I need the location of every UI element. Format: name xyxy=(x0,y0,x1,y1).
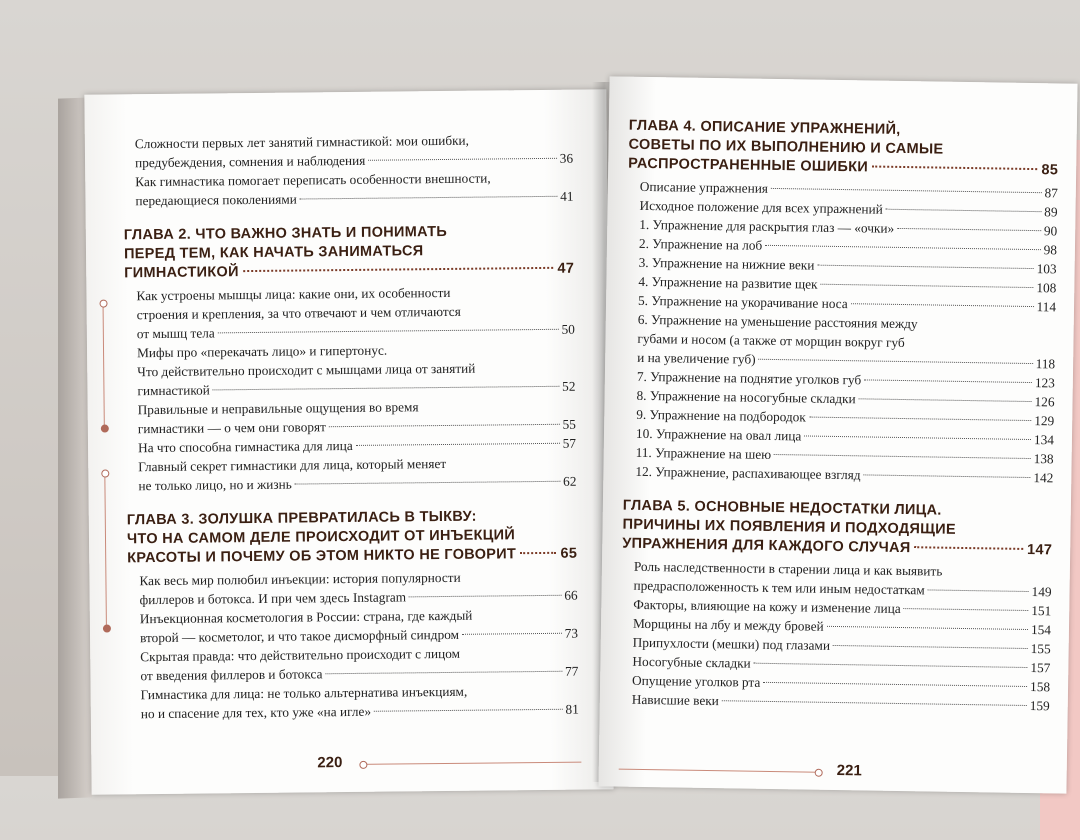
dot-leader xyxy=(295,481,560,485)
dot-leader xyxy=(904,608,1029,611)
chapter-page-number: 65 xyxy=(560,545,578,562)
toc-entry-text: 11. Упражнение на шею xyxy=(635,444,772,462)
dot-leader xyxy=(864,474,1031,478)
toc-entry-text: гимнастикой xyxy=(137,382,210,399)
toc-entry-text: Описание упражнения xyxy=(639,178,769,196)
chapter-title-line: ПЕРЕД ТЕМ, КАК НАЧАТЬ ЗАНИМАТЬСЯ xyxy=(123,243,424,263)
chapter-title-line: ГЛАВА 2. ЧТО ВАЖНО ЗНАТЬ И ПОНИМАТЬ xyxy=(123,223,448,244)
toc-entry xyxy=(139,567,577,610)
dot-leader xyxy=(817,265,1033,269)
toc-entry-text: второй — косметолог, и что такое дисморфный синдром xyxy=(139,626,460,646)
toc-entry xyxy=(138,396,576,439)
decor-line xyxy=(361,762,581,765)
chapter-title-line: УПРАЖНЕНИЯ ДЛЯ КАЖДОГО СЛУЧАЯ xyxy=(622,535,911,557)
toc-entry xyxy=(637,310,1056,374)
decor-line xyxy=(103,305,105,425)
chapter-title-line: РАСПРОСТРАНЕННЫЕ ОШИБКИ xyxy=(628,155,869,176)
toc-entry-text: 7. Упражнение на поднятие уголков губ xyxy=(636,368,862,388)
toc-entry xyxy=(137,339,576,401)
toc-entry xyxy=(140,605,578,648)
toc-page-number: 149 xyxy=(1031,584,1052,600)
toc-entry-text: Факторы, влияющие на кожу и изменение лица xyxy=(633,596,901,617)
dot-leader xyxy=(356,443,560,446)
toc-entry-text: Нависшие веки xyxy=(631,691,719,709)
dot-leader xyxy=(915,546,1024,550)
right-page xyxy=(598,76,1077,793)
toc-entry-text: 2. Упражнение на лоб xyxy=(638,235,763,253)
chapter-title-row xyxy=(124,260,574,284)
toc-entry-text: Скрытая правда: что действительно происходит с лицом xyxy=(140,645,461,665)
chapter-page-number: 147 xyxy=(1026,541,1053,559)
toc-page-number: 134 xyxy=(1033,432,1055,448)
toc-entry-text: 12. Упражнение, распахивающее взгляд xyxy=(635,463,861,483)
chapter-title xyxy=(127,507,578,569)
chapter-title-line: КРАСОТЫ И ПОЧЕМУ ОБ ЭТОМ НИКТО НЕ ГОВОРИТ xyxy=(127,546,517,567)
chapter-title-row xyxy=(127,545,577,569)
toc-page-number: 62 xyxy=(563,473,577,489)
toc-entry-text: 9. Упражнение на подбородок xyxy=(636,406,806,425)
dot-leader xyxy=(851,303,1034,307)
left-page xyxy=(84,89,613,794)
dot-leader xyxy=(763,682,1027,687)
toc-entry xyxy=(141,681,579,724)
toc-entry-text: Мифы про «перекачать лицо» и гипертонус. xyxy=(136,342,388,361)
dot-leader xyxy=(886,209,1041,212)
toc-page-number: 103 xyxy=(1036,261,1057,277)
toc-entry-text: 6. Упражнение на уменьшение расстояния между xyxy=(637,311,918,332)
dot-leader xyxy=(804,435,1031,440)
toc-entry-text: Правильные и неправильные ощущения во время xyxy=(137,399,419,418)
dot-leader xyxy=(864,379,1032,383)
toc-page-number: 98 xyxy=(1043,242,1058,258)
toc-entry-text: Носогубные складки xyxy=(632,653,751,671)
dot-leader xyxy=(213,386,559,391)
decor-dot xyxy=(359,761,367,769)
dot-leader xyxy=(329,424,560,427)
right-toc xyxy=(620,117,1059,716)
toc-page-number: 55 xyxy=(562,416,576,432)
dot-leader xyxy=(218,329,559,334)
toc-entry xyxy=(135,168,573,211)
toc-page-number: 129 xyxy=(1034,413,1055,429)
toc-entry-text: Опущение уголков рта xyxy=(632,672,761,690)
chapter-title-line: ГИМНАСТИКОЙ xyxy=(124,264,239,282)
dot-leader xyxy=(409,595,561,598)
toc-entry-text: 8. Упражнение на носогубные складки xyxy=(636,387,856,407)
toc-entry xyxy=(138,453,576,496)
toc-page-number: 36 xyxy=(559,150,574,166)
dot-leader xyxy=(821,284,1034,288)
toc-page-number: 50 xyxy=(561,321,575,337)
toc-entry-text: передающиеся поколениями xyxy=(135,191,297,209)
toc-page-number: 157 xyxy=(1030,660,1051,676)
toc-page-number: 57 xyxy=(562,435,577,451)
chapter-title-line: СОВЕТЫ ПО ИХ ВЫПОЛНЕНИЮ И САМЫЕ xyxy=(628,136,944,158)
toc-page-number: 41 xyxy=(560,188,574,204)
toc-entry-text: Что действительно происходит с мышцами лица от занятий xyxy=(137,360,476,380)
dot-leader xyxy=(325,671,562,674)
dot-leader xyxy=(722,700,1027,706)
toc-page-number: 90 xyxy=(1043,223,1058,239)
dot-leader xyxy=(928,589,1029,592)
toc-entry-text: Морщины на лбу и между бровей xyxy=(632,615,824,634)
toc-page-number: 87 xyxy=(1044,185,1058,201)
decor-line xyxy=(104,475,107,625)
decor-dot xyxy=(99,300,107,308)
toc-entry-text: Как гимнастика помогает переписать особенности внешности, xyxy=(135,170,491,190)
chapter-title-line: ГЛАВА 5. ОСНОВНЫЕ НЕДОСТАТКИ ЛИЦА. xyxy=(622,497,942,519)
toc-entry-text: Исходное положение для всех упражнений xyxy=(639,197,883,217)
toc-entry-text: Гимнастика для лица: не только альтернатива инъекциям, xyxy=(140,683,468,703)
toc-entry-text: гимнастики — о чем они говорят xyxy=(137,419,326,437)
dot-leader xyxy=(833,645,1028,649)
toc-entry-text: Главный секрет гимнастики для лица, который меняет xyxy=(138,455,447,475)
left-toc xyxy=(123,130,579,724)
dot-leader xyxy=(754,663,1028,668)
toc-entry xyxy=(140,643,578,686)
chapter-title xyxy=(622,497,1053,561)
toc-page-number: 142 xyxy=(1033,470,1054,486)
toc-entry-text: На что способна гимнастика для лица xyxy=(137,437,353,456)
toc-page-number: 155 xyxy=(1030,641,1051,657)
page-number: 221 xyxy=(836,762,862,780)
dot-leader xyxy=(809,417,1031,421)
dot-leader xyxy=(765,245,1040,250)
chapter-page-number: 47 xyxy=(557,260,575,277)
dot-leader xyxy=(374,709,562,712)
toc-entry xyxy=(633,557,1052,602)
toc-entry-row xyxy=(135,187,573,211)
page-number: 220 xyxy=(317,754,343,772)
toc-page-number: 154 xyxy=(1030,622,1052,638)
toc-entry-text: 1. Упражнение для раскрытия глаз — «очки» xyxy=(639,216,895,236)
toc-page-number: 73 xyxy=(564,625,579,641)
toc-page-number: 52 xyxy=(562,378,576,394)
toc-entry-text: и на увеличение губ) xyxy=(637,349,756,367)
chapter-title-line: ГЛАВА 4. ОПИСАНИЕ УПРАЖНЕНИЙ, xyxy=(628,117,901,138)
toc-entry-text: филлеров и ботокса. И при чем здесь Instagram xyxy=(139,589,407,608)
toc-entry-text: 10. Упражнение на овал лица xyxy=(635,425,802,444)
toc-page-number: 151 xyxy=(1031,603,1052,619)
toc-entry-text: 3. Упражнение на нижние веки xyxy=(638,254,815,273)
toc-page-number: 158 xyxy=(1030,679,1051,695)
toc-entry xyxy=(135,130,573,173)
toc-entry-text: 5. Упражнение на укорачивание носа xyxy=(637,292,848,312)
toc-page-number: 123 xyxy=(1034,375,1055,391)
toc-page-number: 77 xyxy=(565,663,579,679)
dot-leader xyxy=(774,454,1031,459)
decor-dot xyxy=(103,625,111,633)
toc-entry-row xyxy=(138,472,576,496)
dot-leader xyxy=(827,626,1028,630)
toc-page-number: 114 xyxy=(1036,299,1057,315)
toc-entry-text: Инъекционная косметология в России: страна, где каждый xyxy=(139,607,473,627)
toc-entry-text: Как устроены мышцы лица: какие они, их особенности xyxy=(136,284,451,304)
toc-entry-text: 4. Упражнение на развитие щек xyxy=(638,273,818,292)
decor-dot xyxy=(101,425,109,433)
toc-entry-text: от мышц тела xyxy=(136,325,215,342)
toc-page-number: 66 xyxy=(564,587,578,603)
toc-entry-text: от введения филлеров и ботокса xyxy=(140,666,323,684)
dot-leader xyxy=(368,158,556,161)
chapter-title xyxy=(124,222,575,284)
toc-page-number: 89 xyxy=(1044,204,1058,220)
chapter-page-number: 85 xyxy=(1041,162,1059,179)
toc-entry-text: Припухлости (мешки) под глазами xyxy=(632,634,831,653)
toc-page-number: 138 xyxy=(1033,451,1054,467)
chapter-title-line: ГЛАВА 3. ЗОЛУШКА ПРЕВРАТИЛАСЬ В ТЫКВУ: xyxy=(126,508,477,529)
decor-dot xyxy=(101,470,109,478)
toc-entry-text: но и спасение для тех, кто уже «на игле» xyxy=(140,703,372,722)
toc-entry-text: губами и носом (а также от морщин вокруг губ xyxy=(637,330,905,351)
toc-entry-text: предрасположенность к тем или иным недостаткам xyxy=(633,577,925,598)
toc-page-number: 159 xyxy=(1029,698,1050,714)
dot-leader xyxy=(462,633,562,635)
toc-page-number: 126 xyxy=(1034,394,1055,410)
toc-entry-text: строения и крепления, за что отвечают и чем отличаются xyxy=(136,303,461,323)
toc-entry-row xyxy=(141,700,579,724)
chapter-title xyxy=(628,117,1059,181)
chapter-title-line: ЧТО НА САМОМ ДЕЛЕ ПРОИСХОДИТ ОТ ИНЪЕКЦИЙ xyxy=(126,527,516,548)
decor-line xyxy=(619,769,819,773)
toc-page-number: 81 xyxy=(565,701,579,717)
dot-leader xyxy=(859,398,1032,402)
dot-leader xyxy=(243,267,554,272)
dot-leader xyxy=(872,166,1037,171)
toc-page-number: 118 xyxy=(1035,356,1056,372)
dot-leader xyxy=(520,552,556,554)
dot-leader xyxy=(897,228,1041,231)
dot-leader xyxy=(771,188,1042,193)
chapter-title-line: ПРИЧИНЫ ИХ ПОЯВЛЕНИЯ И ПОДХОДЯЩИЕ xyxy=(622,516,957,538)
toc-entry-text: Роль наследственности в старении лица и как выявить xyxy=(633,558,943,579)
toc-entry xyxy=(136,282,575,344)
dot-leader xyxy=(759,359,1033,364)
toc-entry-text: Сложности первых лет занятий гимнастикой: мои ошибки, xyxy=(134,132,470,152)
toc-entry-text: предубеждения, сомнения и наблюдения xyxy=(134,152,366,171)
toc-page-number: 108 xyxy=(1036,280,1057,296)
dot-leader xyxy=(300,196,557,200)
toc-entry-text: Как весь мир полюбил инъекции: история популярности xyxy=(139,569,461,589)
toc-entry-text: не только лицо, но и жизнь xyxy=(138,476,292,494)
